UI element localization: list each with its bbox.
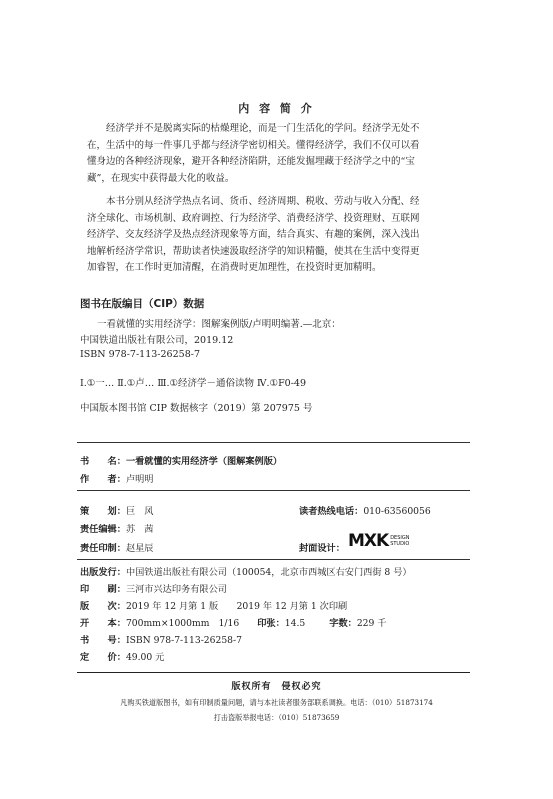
divider-middle [77, 490, 470, 491]
logo-sub-studio: STUDIO [390, 541, 410, 547]
edition-value: 2019 年 12 月第 1 版 2019 年 12 月第 1 次印刷 [125, 601, 348, 612]
intro-p2-line4: 地解析经济学常识，帮助读者快速汲取经济学的知识精髓，使其在生活中变得更 [87, 245, 420, 257]
isbn-label: 书 号： [80, 635, 126, 646]
author-label: 作 者： [80, 474, 126, 485]
price-row [80, 649, 164, 663]
intro-p1-line1: 经济学并不是脱离实际的枯燥理论，而是一门生活化的学问。经济学无处不 [106, 123, 420, 134]
planner-value: 巨 风 [125, 506, 154, 517]
logo-subtext [390, 535, 409, 547]
isbn-value: ISBN 978-7-113-26258-7 [125, 635, 242, 646]
hotline-label: 读者热线电话： [299, 506, 364, 517]
isbn-row [80, 632, 242, 646]
price-value: 49.00 元 [125, 652, 165, 663]
editor-value: 苏 茜 [125, 524, 154, 535]
intro-p2-line3: 经济学、交友经济学及热点经济现象等方面，结合真实、有趣的案例，深入浅出 [87, 229, 420, 240]
planner-label: 策 划： [80, 506, 126, 517]
intro-p2-line5: 加睿智，在工作时更加清醒，在消费时更加理性，在投资时更加精明。 [87, 262, 382, 273]
editor-label: 责任编辑： [80, 524, 126, 535]
book-name-value: 一看就懂的实用经济学（图解案例版） [125, 456, 283, 467]
publisher-value: 中国铁道出版社有限公司（100054，北京市西城区右安门西街 8 号） [125, 567, 412, 578]
planner-row [80, 503, 154, 517]
copyright-heading: 版权所有 侵权必究 [231, 682, 322, 692]
cover-design-row [299, 540, 345, 554]
service-note: 凡购买铁道版图书，如有印制质量问题，请与本社读者服务部联系调换。电话：（010）51873174 [120, 698, 433, 707]
intro-p2-line2: 济全球化、市场机制、政府调控、行为经济学、消费经济学、投资理财、互联网 [87, 212, 420, 224]
word-count-label: 字数： [329, 618, 357, 629]
printing-label: 印 刷： [80, 584, 126, 595]
hotline-value: 010-63560056 [363, 506, 431, 517]
format-label: 开 本： [80, 618, 126, 629]
publisher-row [80, 564, 412, 578]
book-name-label: 书 名： [80, 456, 126, 467]
publisher-label: 出版发行： [80, 567, 126, 578]
sheets-label: 印张： [257, 618, 285, 629]
divider-lower [77, 559, 470, 560]
format-value: 700mm×1000mm 1/16 [125, 618, 240, 629]
cip-line-title: 一看就懂的实用经济学：图解案例版/卢明明编著.—北京： [97, 319, 341, 330]
divider-top [77, 442, 470, 443]
intro-p1-line4: 藏”，在现实中获得最大化的收益。 [87, 172, 235, 184]
cip-heading: 图书在版编目（CIP）数据 [80, 298, 205, 310]
cip-line-classification: Ⅰ.①一… Ⅱ.①卢… Ⅲ.①经济学－通俗读物 Ⅳ.①F0-49 [80, 378, 307, 389]
print-responsible-label: 责任印制： [80, 543, 126, 554]
printing-value: 三河市兴达印务有限公司 [125, 584, 227, 595]
price-label: 定 价： [80, 652, 126, 663]
author-value: 卢明明 [125, 474, 154, 485]
logo-mark: MXK [348, 531, 389, 551]
cip-line-record: 中国版本图书馆 CIP 数据核字（2019）第 207975 号 [80, 403, 313, 414]
author-row [80, 471, 154, 485]
book-name-row [80, 453, 282, 467]
cip-line-isbn: ISBN 978-7-113-26258-7 [80, 349, 200, 360]
editor-row [80, 521, 154, 535]
intro-p2-line1: 本书分别从经济学热点名词、货币、经济周期、税收、劳动与收入分配、经 [106, 196, 420, 207]
print-responsible-value: 赵星辰 [125, 543, 154, 554]
intro-p1-line3: 懂身边的各种经济现象，避开各种经济陷阱，还能发掘埋藏于经济学之中的“宝 [87, 156, 415, 167]
edition-row [80, 598, 347, 612]
cip-line-publisher: 中国铁道出版社有限公司，2019.12 [80, 335, 234, 346]
logo-sub-design: DESIGN [390, 535, 410, 541]
intro-title: 内 容 简 介 [238, 102, 315, 115]
divider-bottom [77, 672, 470, 673]
edition-label: 版 次： [80, 601, 126, 612]
piracy-hotline: 打击盗版举报电话：（010）51873659 [213, 713, 340, 722]
format-row [80, 615, 386, 629]
printing-row [80, 581, 227, 595]
design-studio-logo [348, 531, 409, 551]
cover-design-label: 封面设计： [299, 543, 345, 554]
hotline-row [299, 503, 431, 517]
sheets-value: 14.5 [284, 618, 306, 629]
intro-p1-line2: 在，生活中的每一件事几乎都与经济学密切相关。懂得经济学，我们不仅可以看 [87, 139, 420, 151]
word-count-value: 229 千 [356, 618, 387, 629]
print-responsible-row [80, 540, 154, 554]
